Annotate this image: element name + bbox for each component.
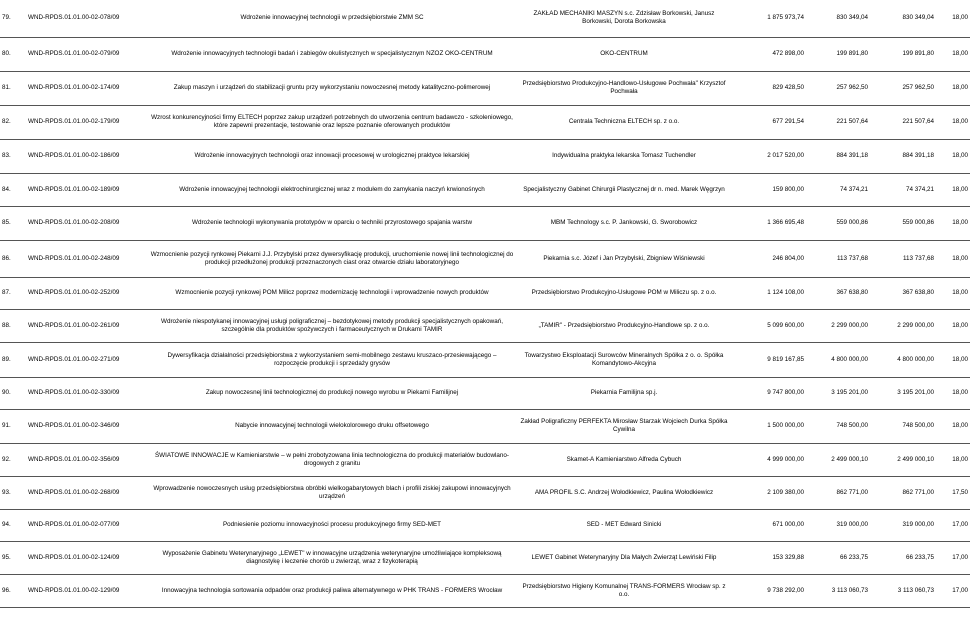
row-number: 90.	[0, 377, 26, 409]
total-cost: 677 291,54	[732, 105, 806, 139]
application-number: WND-RPDS.01.01.00-02-252/09	[26, 277, 148, 309]
application-number: WND-RPDS.01.01.00-02-356/09	[26, 443, 148, 476]
total-cost: 2 017 520,00	[732, 139, 806, 173]
eligible-cost: 319 000,00	[806, 509, 870, 541]
percent-value: 17,00	[936, 541, 970, 574]
table-row	[0, 342, 970, 377]
beneficiary-name: Centrala Techniczna ELTECH sp. z o.o.	[516, 105, 732, 139]
percent-value: 18,00	[936, 409, 970, 443]
application-number: WND-RPDS.01.01.00-02-346/09	[26, 409, 148, 443]
percent-value: 18,00	[936, 377, 970, 409]
application-number: WND-RPDS.01.01.00-02-174/09	[26, 71, 148, 105]
beneficiary-name: Skamet-A Kamieniarstwo Alfreda Cybuch	[516, 443, 732, 476]
eligible-cost: 559 000,86	[806, 206, 870, 240]
row-number: 96.	[0, 574, 26, 607]
table-row	[0, 71, 970, 105]
eligible-cost: 2 299 000,00	[806, 309, 870, 342]
funding-amount: 830 349,04	[870, 0, 936, 37]
row-number: 83.	[0, 139, 26, 173]
project-title: Wdrożenie innowacyjnych technologii oraz innowacji procesowej w urologicznej praktyce lekarskiej	[148, 139, 516, 173]
total-cost: 2 109 380,00	[732, 476, 806, 509]
project-title: Wzrost konkurencyjności firmy ELTECH poprzez zakup urządzeń potrzebnych do utworzenia centrum badawczo - szkoleniowego, które zapewni prezentacje, testowanie oraz lepsze poznanie oferowanych produktów	[148, 105, 516, 139]
table-row	[0, 309, 970, 342]
application-number: WND-RPDS.01.01.00-02-268/09	[26, 476, 148, 509]
total-cost: 246 804,00	[732, 240, 806, 277]
row-number: 87.	[0, 277, 26, 309]
beneficiary-name: OKO-CENTRUM	[516, 37, 732, 71]
beneficiary-name: Piekarnia Familijna sp.j.	[516, 377, 732, 409]
application-number: WND-RPDS.01.01.00-02-079/09	[26, 37, 148, 71]
percent-value: 18,00	[936, 309, 970, 342]
percent-value: 17,00	[936, 574, 970, 607]
application-number: WND-RPDS.01.01.00-02-186/09	[26, 139, 148, 173]
application-number: WND-RPDS.01.01.00-02-179/09	[26, 105, 148, 139]
percent-value: 18,00	[936, 342, 970, 377]
percent-value: 17,50	[936, 476, 970, 509]
row-number: 79.	[0, 0, 26, 37]
application-number: WND-RPDS.01.01.00-02-330/09	[26, 377, 148, 409]
eligible-cost: 221 507,64	[806, 105, 870, 139]
funding-amount: 319 000,00	[870, 509, 936, 541]
beneficiary-name: Przedsiębiorstwo Produkcyjno-Usługowe POM w Miliczu sp. z o.o.	[516, 277, 732, 309]
eligible-cost: 748 500,00	[806, 409, 870, 443]
table-row	[0, 509, 970, 541]
row-number: 94.	[0, 509, 26, 541]
application-number: WND-RPDS.01.01.00-02-189/09	[26, 173, 148, 206]
row-number: 88.	[0, 309, 26, 342]
eligible-cost: 257 962,50	[806, 71, 870, 105]
project-title: Podniesienie poziomu innowacyjności procesu produkcyjnego firmy SED-MET	[148, 509, 516, 541]
total-cost: 1 366 695,48	[732, 206, 806, 240]
project-title: Nabycie innowacyjnej technologii wielokolorowego druku offsetowego	[148, 409, 516, 443]
project-title: Wprowadzenie nowoczesnych usług przedsiębiorstwa obróbki wielkogabarytowych blach i profili ziskiej zakupowi innowacyjnych urządzeń	[148, 476, 516, 509]
total-cost: 1 875 973,74	[732, 0, 806, 37]
beneficiary-name: Towarzystwo Eksploatacji Surowców Mineralnych Spółka z o. o. Spółka Komandytowo-Akcyjna	[516, 342, 732, 377]
project-title: Dywersyfikacja działalności przedsiębiorstwa z wykorzystaniem semi-mobilnego zestawu kruszaco-przesiewającego – rozpoczęcie produkcji i sprzedaży grysów	[148, 342, 516, 377]
percent-value: 18,00	[936, 173, 970, 206]
total-cost: 9 738 292,00	[732, 574, 806, 607]
table-row	[0, 409, 970, 443]
row-number: 91.	[0, 409, 26, 443]
eligible-cost: 862 771,00	[806, 476, 870, 509]
eligible-cost: 4 800 000,00	[806, 342, 870, 377]
project-title: ŚWIATOWE INNOWACJE w Kamieniarstwie – w pełni zrobotyzowana linia technologiczna do produkcji materiałów budowlano-drogowych z granitu	[148, 443, 516, 476]
table-row	[0, 105, 970, 139]
total-cost: 1 500 000,00	[732, 409, 806, 443]
beneficiary-name: Indywidualna praktyka lekarska Tomasz Tuchendler	[516, 139, 732, 173]
project-title: Innowacyjna technologia sortowania odpadów oraz produkcji paliwa alternatywnego w PHK TRANS - FORMERS Wrocław	[148, 574, 516, 607]
funding-amount: 884 391,18	[870, 139, 936, 173]
total-cost: 829 428,50	[732, 71, 806, 105]
funding-amount: 367 638,80	[870, 277, 936, 309]
application-number: WND-RPDS.01.01.00-02-248/09	[26, 240, 148, 277]
beneficiary-name: Przedsiębiorstwo Produkcyjno-Handlowo-Usługowe Pochwała" Krzysztof Pochwała	[516, 71, 732, 105]
percent-value: 18,00	[936, 277, 970, 309]
table-row	[0, 240, 970, 277]
percent-value: 18,00	[936, 71, 970, 105]
beneficiary-name: „TAMIR" - Przedsiębiorstwo Produkcyjno-Handlowe sp. z o.o.	[516, 309, 732, 342]
project-title: Wdrożenie innowacyjnej technologii elektrochirurgicznej wraz z modułem do zamykania naczyń krwionośnych	[148, 173, 516, 206]
funding-amount: 113 737,68	[870, 240, 936, 277]
eligible-cost: 830 349,04	[806, 0, 870, 37]
total-cost: 1 124 108,00	[732, 277, 806, 309]
percent-value: 18,00	[936, 443, 970, 476]
project-title: Zakup nowoczesnej linii technologicznej do produkcji nowego wyrobu w Piekarni Familijnej	[148, 377, 516, 409]
percent-value: 18,00	[936, 37, 970, 71]
percent-value: 18,00	[936, 240, 970, 277]
funding-amount: 2 499 000,10	[870, 443, 936, 476]
beneficiary-name: ZAKŁAD MECHANIKI MASZYN s.c. Zdzisław Borkowski, Janusz Borkowski, Dorota Borkowska	[516, 0, 732, 37]
row-number: 93.	[0, 476, 26, 509]
project-title: Wzmocnienie pozycji rynkowej POM Milicz poprzez modernizację technologii i wprowadzenie nowych produktów	[148, 277, 516, 309]
project-title: Wdrożenie technologii wykonywania prototypów w oparciu o techniki przyrostowego spajania warstw	[148, 206, 516, 240]
funding-amount: 66 233,75	[870, 541, 936, 574]
table-row	[0, 476, 970, 509]
eligible-cost: 74 374,21	[806, 173, 870, 206]
funding-amount: 257 962,50	[870, 71, 936, 105]
total-cost: 9 747 800,00	[732, 377, 806, 409]
table-row	[0, 37, 970, 71]
beneficiary-name: Piekarnia s.c. Józef i Jan Przybylski, Zbigniew Wiśniewski	[516, 240, 732, 277]
funding-amount: 2 299 000,00	[870, 309, 936, 342]
application-number: WND-RPDS.01.01.00-02-208/09	[26, 206, 148, 240]
eligible-cost: 199 891,80	[806, 37, 870, 71]
row-number: 85.	[0, 206, 26, 240]
eligible-cost: 2 499 000,10	[806, 443, 870, 476]
application-number: WND-RPDS.01.01.00-02-129/09	[26, 574, 148, 607]
application-number: WND-RPDS.01.01.00-02-271/09	[26, 342, 148, 377]
table-row	[0, 0, 970, 37]
eligible-cost: 884 391,18	[806, 139, 870, 173]
eligible-cost: 113 737,68	[806, 240, 870, 277]
row-number: 92.	[0, 443, 26, 476]
row-number: 82.	[0, 105, 26, 139]
eligible-cost: 66 233,75	[806, 541, 870, 574]
table-row	[0, 574, 970, 607]
project-title: Wzmocnienie pozycji rynkowej Piekarni J.J. Przybylski przez dywersyfikację produkcji, uruchomienie nowej linii technologicznej do produkcji przedłużonej produkcji przeznaczonych ciast oraz otwarcie działu laboratoryjnego	[148, 240, 516, 277]
funding-amount: 74 374,21	[870, 173, 936, 206]
percent-value: 18,00	[936, 0, 970, 37]
funding-amount: 862 771,00	[870, 476, 936, 509]
application-number: WND-RPDS.01.01.00-02-124/09	[26, 541, 148, 574]
table-row	[0, 377, 970, 409]
total-cost: 4 999 000,00	[732, 443, 806, 476]
project-title: Wdrożenie innowacyjnej technologii w przedsiębiorstwie ZMM SC	[148, 0, 516, 37]
row-number: 86.	[0, 240, 26, 277]
application-number: WND-RPDS.01.01.00-02-261/09	[26, 309, 148, 342]
total-cost: 153 329,88	[732, 541, 806, 574]
total-cost: 5 099 600,00	[732, 309, 806, 342]
project-title: Wdrożenie niespotykanej innowacyjnej usługi poligraficznej – bezdotykowej metody produkcji specjalistycznych opakowań, szczególnie dla produktów spożywczych i farmaceutycznych w Drukarni TAMIR	[148, 309, 516, 342]
percent-value: 18,00	[936, 105, 970, 139]
row-number: 81.	[0, 71, 26, 105]
percent-value: 18,00	[936, 206, 970, 240]
funding-amount: 3 195 201,00	[870, 377, 936, 409]
funding-amount: 199 891,80	[870, 37, 936, 71]
funding-amount: 4 800 000,00	[870, 342, 936, 377]
beneficiary-name: Zakład Poligraficzny PERFEKTA Mirosław Starzak Wojciech Durka Spółka Cywilna	[516, 409, 732, 443]
table-row	[0, 443, 970, 476]
beneficiary-name: Przedsiębiorstwo Higieny Komunalnej TRANS-FORMERS Wrocław sp. z o.o.	[516, 574, 732, 607]
table-row	[0, 541, 970, 574]
table-row	[0, 139, 970, 173]
row-number: 84.	[0, 173, 26, 206]
project-title: Wyposażenie Gabinetu Weterynaryjnego „LEWET" w innowacyjne urządzenia weterynaryjne umożliwiające kompleksową diagnostykę i leczenie chorób u zwierząt, wraz z fizykoterapią	[148, 541, 516, 574]
eligible-cost: 3 195 201,00	[806, 377, 870, 409]
eligible-cost: 367 638,80	[806, 277, 870, 309]
funding-amount: 221 507,64	[870, 105, 936, 139]
table-row	[0, 277, 970, 309]
project-title: Wdrożenie innowacyjnych technologii badań i zabiegów okulistycznych w specjalistycznym NZOZ OKO-CENTRUM	[148, 37, 516, 71]
beneficiary-name: LEWET Gabinet Weterynaryjny Dla Małych Zwierząt Lewiński Filip	[516, 541, 732, 574]
table-row	[0, 173, 970, 206]
beneficiary-name: Specjalistyczny Gabinet Chirurgii Plastycznej dr n. med. Marek Węgrzyn	[516, 173, 732, 206]
percent-value: 18,00	[936, 139, 970, 173]
funding-amount: 748 500,00	[870, 409, 936, 443]
row-number: 89.	[0, 342, 26, 377]
total-cost: 472 898,00	[732, 37, 806, 71]
beneficiary-name: AMA PROFIL S.C. Andrzej Wołodkiewicz, Paulina Wołodkiewicz	[516, 476, 732, 509]
beneficiary-name: SED - MET Edward Sinicki	[516, 509, 732, 541]
application-number: WND-RPDS.01.01.00-02-077/09	[26, 509, 148, 541]
table-row	[0, 206, 970, 240]
eligible-cost: 3 113 060,73	[806, 574, 870, 607]
percent-value: 17,00	[936, 509, 970, 541]
funding-amount: 559 000,86	[870, 206, 936, 240]
total-cost: 671 000,00	[732, 509, 806, 541]
application-number: WND-RPDS.01.01.00-02-078/09	[26, 0, 148, 37]
beneficiary-name: MBM Technology s.c. P. Jankowski, G. Sworobowicz	[516, 206, 732, 240]
project-title: Zakup maszyn i urządzeń do stabilizacji gruntu przy wykorzystaniu nowoczesnej metody katalityczno-polimerowej	[148, 71, 516, 105]
row-number: 95.	[0, 541, 26, 574]
total-cost: 159 800,00	[732, 173, 806, 206]
total-cost: 9 819 167,85	[732, 342, 806, 377]
funding-amount: 3 113 060,73	[870, 574, 936, 607]
row-number: 80.	[0, 37, 26, 71]
